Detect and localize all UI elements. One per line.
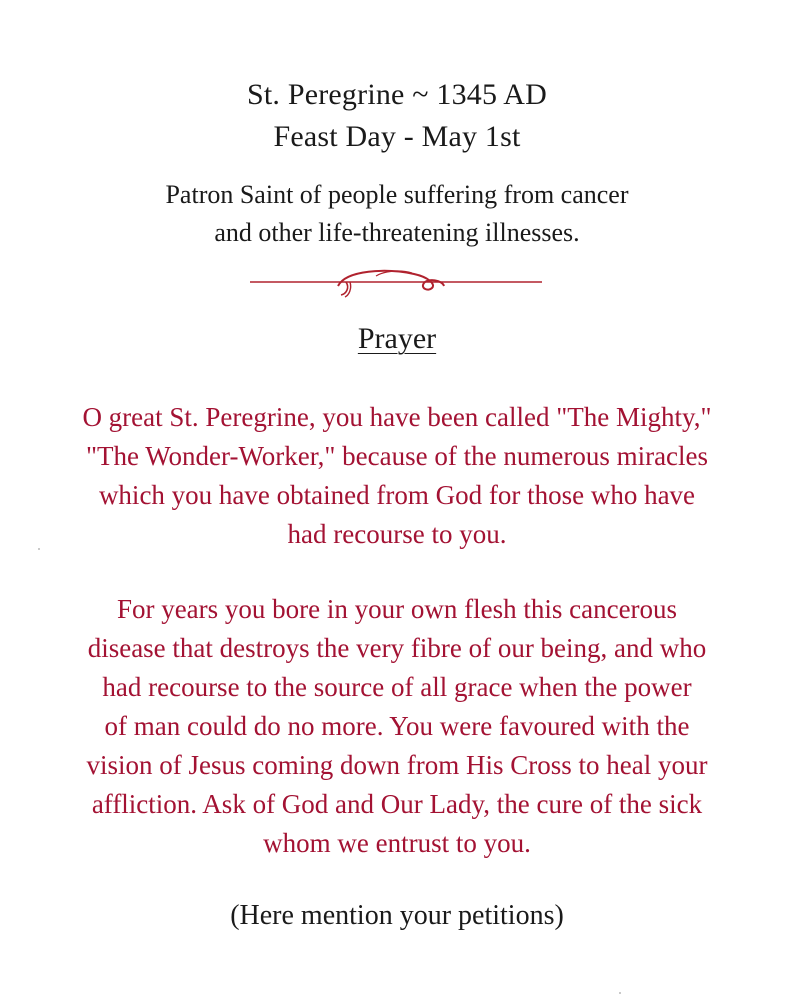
- prayer-line: had recourse to the source of all grace when the power: [102, 672, 692, 702]
- ornamental-flourish-icon: [246, 262, 546, 298]
- feast-day: Feast Day - May 1st: [273, 120, 521, 153]
- prayer-line: For years you bore in your own flesh this cancerous: [116, 594, 678, 624]
- prayer-line: "The Wonder-Worker," because of the numerous miracles: [85, 441, 709, 471]
- prayer-line: of man could do no more. You were favoured with the: [104, 711, 690, 741]
- prayer-line: affliction. Ask of God and Our Lady, the cure of the sick: [91, 789, 703, 819]
- prayer-title: Prayer: [357, 322, 437, 355]
- prayer-line: disease that destroys the very fibre of our being, and who: [87, 633, 707, 663]
- scan-speck: [619, 992, 621, 994]
- patron-line-2: and other life-threatening illnesses.: [214, 218, 580, 247]
- scan-speck: [38, 548, 40, 550]
- prayer-line: whom we entrust to you.: [263, 828, 531, 858]
- saint-title: St. Peregrine ~ 1345 AD: [247, 78, 547, 111]
- prayer-line: which you have obtained from God for those who have: [98, 480, 696, 510]
- prayer-line: had recourse to you.: [287, 519, 507, 549]
- prayer-line: vision of Jesus coming down from His Cross to heal your: [86, 750, 708, 780]
- patron-line-1: Patron Saint of people suffering from cancer: [165, 180, 629, 209]
- petitions-note: (Here mention your petitions): [230, 900, 564, 931]
- prayer-line: O great St. Peregrine, you have been called "The Mighty,": [82, 402, 712, 432]
